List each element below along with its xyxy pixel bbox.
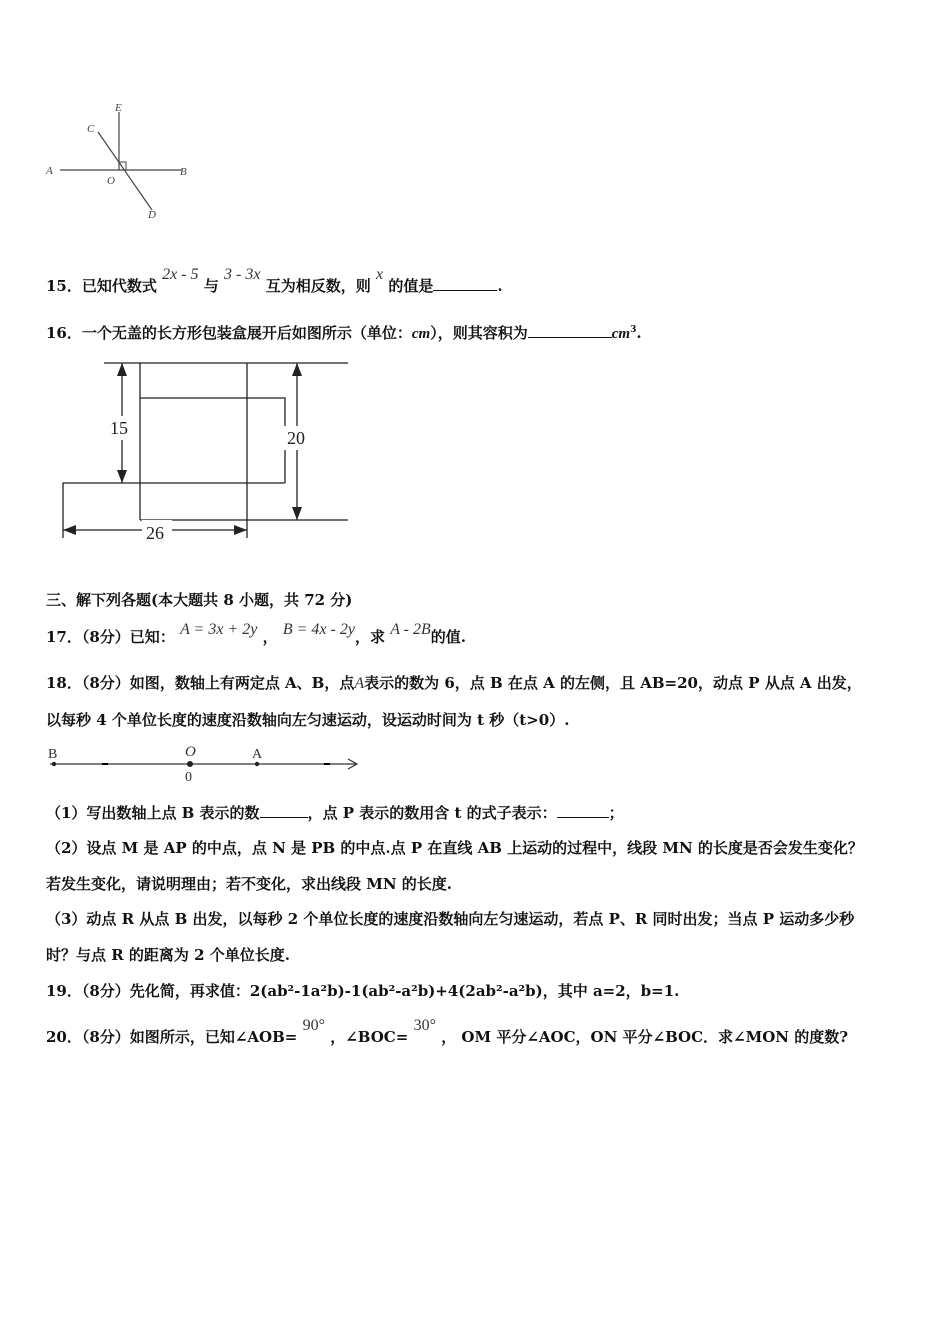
- expr-3-3x: 3 - 3x: [224, 266, 261, 283]
- label-c: C: [87, 123, 95, 135]
- question-19: 19．（8分）先化简，再求值：2(ab²-1a²b)-1(ab²-a²b)+4(2ab²-a²b)，其中 a=2，b=1.: [46, 982, 680, 1000]
- question-16: 16．一个无盖的长方形包装盒展开后如图所示（单位：cm），则其容积为 $cm^3$.: [46, 324, 642, 342]
- point-a-label: A: [252, 747, 263, 762]
- angle-90: 90°: [302, 1017, 325, 1034]
- number-line: [44, 740, 364, 784]
- label-o: O: [107, 175, 115, 187]
- section-3-title: 三、解下列各题(本大题共 8 小题，共 72 分): [46, 591, 353, 609]
- question-20: 20．（8分）如图所示，已知∠AOB= 90° ，∠BOC= 30° ， OM 平分∠AOC，ON 平分∠BOC．求∠MON 的度数?: [46, 1017, 849, 1046]
- point-o-label: O: [185, 744, 196, 760]
- box-net-figure: [60, 358, 352, 548]
- question-18-part1: （1）写出数轴上点 B 表示的数 ，点 P 表示的数用含 t 的式子表示： ；: [46, 804, 624, 822]
- point-b-label: B: [48, 747, 58, 762]
- answer-blank[interactable]: [528, 325, 612, 338]
- answer-blank[interactable]: [260, 805, 308, 818]
- question-18-part3b: 时？与点 R 的距离为 2 个单位长度.: [46, 946, 291, 964]
- question-18-part2b: 若发生变化，请说明理由；若不变化，求出线段 MN 的长度.: [46, 875, 452, 893]
- question-18-part2a: （2）设点 M 是 AP 的中点，点 N 是 PB 的中点.点 P 在直线 AB 上运动的过程中，线段 MN 的长度是否会发生变化？: [46, 839, 863, 857]
- question-18-part3a: （3）动点 R 从点 B 出发，以每秒 2 个单位长度的速度沿数轴向左匀速运动，若点 P、R 同时出发；当点 P 运动多少秒: [46, 910, 855, 928]
- dim-26: 26: [146, 523, 164, 543]
- label-e: E: [115, 102, 122, 114]
- answer-blank[interactable]: [433, 278, 497, 291]
- label-d: D: [148, 209, 156, 221]
- question-15: 15．已知代数式 2x - 5 与 3 - 3x 互为相反数，则 x 的值是 .: [46, 266, 503, 295]
- zero-label: 0: [185, 770, 192, 784]
- question-18-line2: 以每秒 4 个单位长度的速度沿数轴向左匀速运动，设运动时间为 t 秒（t>0）.: [46, 711, 570, 729]
- label-a: A: [46, 165, 53, 177]
- angle-figure: [40, 98, 200, 228]
- answer-blank[interactable]: [557, 805, 609, 818]
- expr-2x-5: 2x - 5: [162, 266, 199, 283]
- dim-20: 20: [287, 428, 305, 448]
- label-b: B: [180, 166, 187, 178]
- expr-a-2b: A - 2B: [390, 621, 431, 638]
- angle-30: 30°: [413, 1017, 436, 1034]
- expr-b: B = 4x - 2y: [282, 621, 355, 638]
- question-17: 17．（8分）已知： A = 3x + 2y ， B = 4x - 2y，求 A - 2B的值.: [46, 621, 467, 646]
- var-x: x: [375, 266, 384, 283]
- dim-15: 15: [110, 418, 128, 438]
- expr-a: A = 3x + 2y: [180, 621, 258, 638]
- question-18-line1: 18．（8分）如图，数轴上有两定点 A、B，点A表示的数为 6，点 B 在点 A 的左侧，且 AB=20，动点 P 从点 A 出发，: [46, 674, 862, 692]
